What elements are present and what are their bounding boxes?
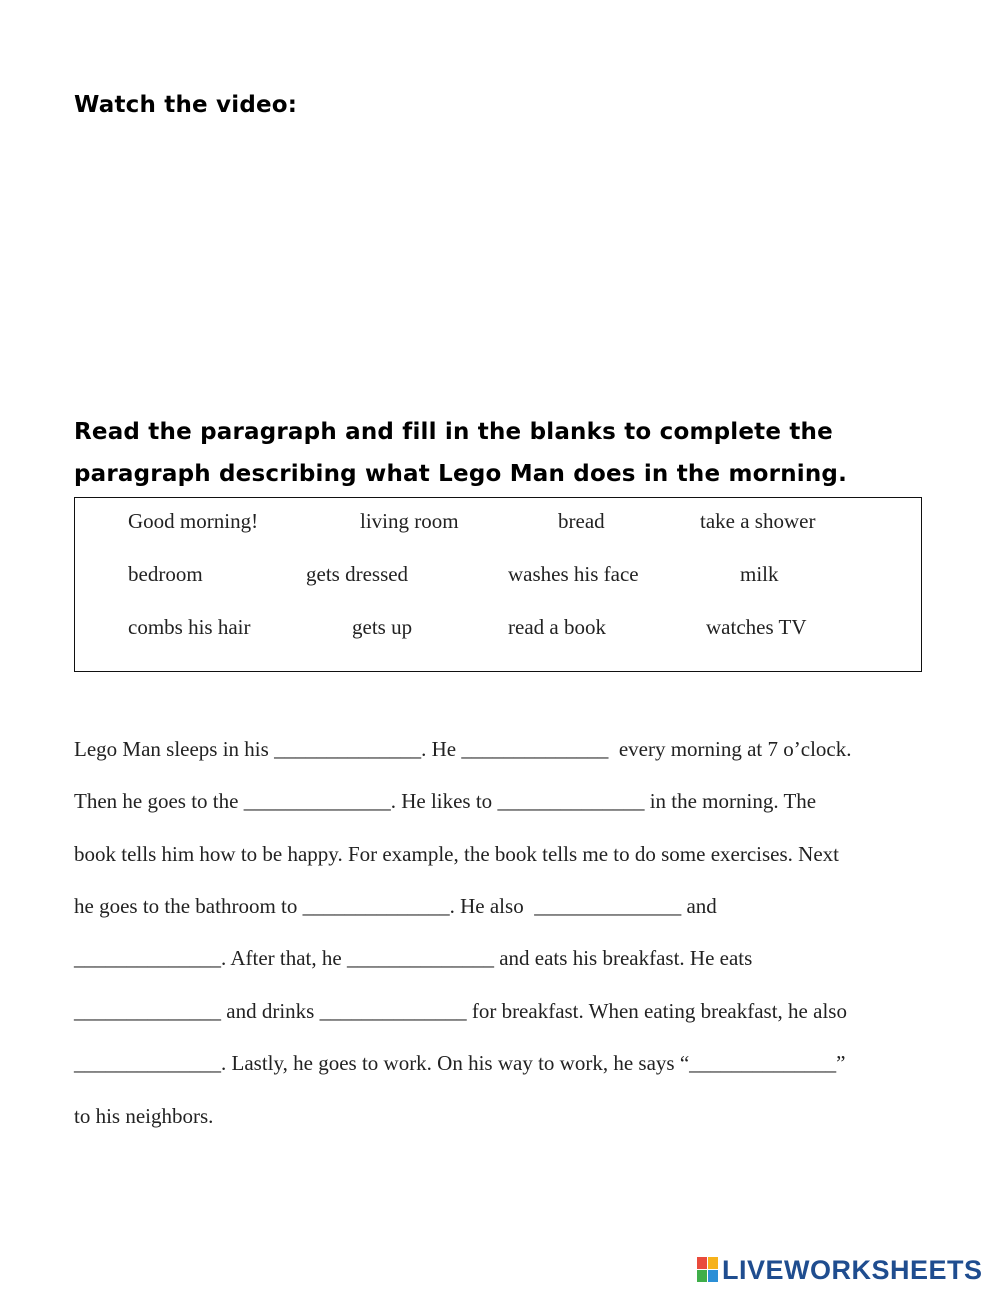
word-bank-item: combs his hair — [128, 615, 251, 639]
word-bank-item: Good morning! — [128, 509, 259, 533]
word-bank-item: bread — [558, 509, 605, 533]
paragraph-text: ” — [836, 1051, 846, 1075]
paragraph-text: . After that, he — [221, 946, 347, 970]
paragraph-line — [74, 737, 851, 762]
paragraph-text: to his neighbors. — [74, 1104, 214, 1128]
paragraph-text: for breakfast. When eating breakfast, he also — [466, 999, 847, 1023]
answer-blank[interactable]: ______________ — [243, 789, 391, 813]
word-bank-item: living room — [360, 509, 459, 533]
paragraph-line — [74, 999, 847, 1024]
paragraph-text: . He also — [449, 894, 535, 918]
paragraph-text: he goes to the bathroom to — [74, 894, 303, 918]
answer-blank[interactable]: ______________ — [346, 946, 494, 970]
answer-blank[interactable]: ______________ — [274, 737, 422, 761]
paragraph-text: every morning at 7 o’clock. — [608, 737, 852, 761]
paragraph-text: and eats his breakfast. He eats — [493, 946, 753, 970]
paragraph-text: . He likes to — [390, 789, 498, 813]
word-bank-item: milk — [740, 562, 779, 586]
word-bank-item: read a book — [508, 615, 606, 639]
word-bank — [74, 497, 922, 672]
paragraph-line — [74, 1051, 845, 1076]
logo-text: LIVEWORKSHEETS — [722, 1254, 983, 1285]
word-bank-item: bedroom — [128, 562, 203, 586]
paragraph-text: . Lastly, he goes to work. On his way to work, he says “ — [221, 1051, 690, 1075]
paragraph-line — [74, 789, 816, 814]
liveworksheets-logo — [697, 1255, 983, 1285]
liveworksheets-logo-icon — [697, 1257, 719, 1283]
answer-blank[interactable]: ______________ — [74, 946, 221, 970]
word-bank-item: gets up — [352, 615, 413, 639]
watch-video-heading: Watch the video: — [74, 92, 298, 118]
paragraph-text: book tells him how to be happy. For example, the book tells me to do some exercises. Next — [74, 842, 839, 866]
answer-blank[interactable]: ______________ — [461, 737, 609, 761]
paragraph-text: and drinks — [221, 999, 320, 1023]
paragraph-line — [74, 894, 717, 919]
paragraph-text: . He — [421, 737, 462, 761]
answer-blank[interactable]: ______________ — [302, 894, 450, 918]
paragraph-text: Then he goes to the — [74, 789, 244, 813]
instructions-line-2: paragraph describing what Lego Man does in the morning. — [74, 461, 848, 487]
answer-blank[interactable]: ______________ — [74, 999, 221, 1023]
paragraph-line — [74, 946, 752, 971]
paragraph-line — [74, 842, 839, 867]
answer-blank[interactable]: ______________ — [74, 1051, 221, 1075]
word-bank-item: washes his face — [508, 562, 639, 586]
word-bank-item: take a shower — [700, 509, 816, 533]
paragraph-line — [74, 1104, 213, 1129]
answer-blank[interactable]: ______________ — [534, 894, 682, 918]
instructions-line-1: Read the paragraph and fill in the blanks to complete the — [74, 419, 833, 445]
paragraph-text: and — [681, 894, 717, 918]
word-bank-item: gets dressed — [306, 562, 409, 586]
word-bank-item: watches TV — [706, 615, 807, 639]
answer-blank[interactable]: ______________ — [689, 1051, 837, 1075]
answer-blank[interactable]: ______________ — [497, 789, 645, 813]
paragraph-text: in the morning. The — [644, 789, 817, 813]
answer-blank[interactable]: ______________ — [319, 999, 467, 1023]
paragraph-text: Lego Man sleeps in his — [74, 737, 275, 761]
